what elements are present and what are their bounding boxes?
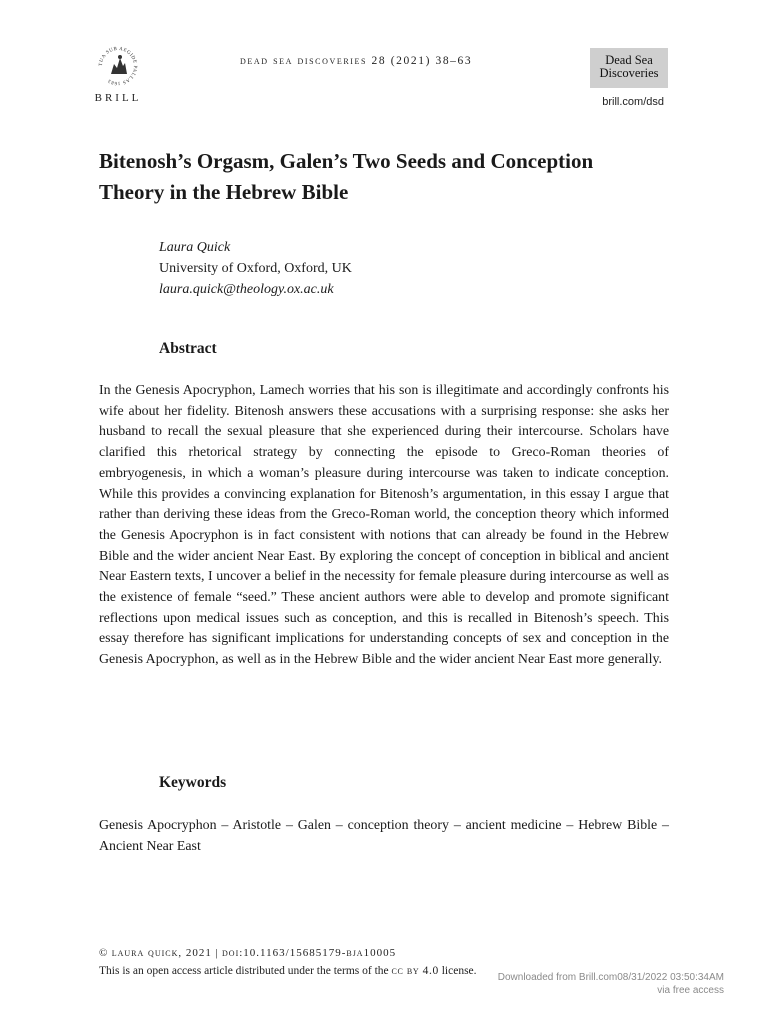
svg-text:TUA SUB AEGIDE PALLAS 1683: TUA SUB AEGIDE PALLAS 1683	[98, 46, 138, 86]
license-text-end: license.	[438, 965, 477, 977]
article-title: Bitenosh’s Orgasm, Galen’s Two Seeds and Conception Theory in the Hebrew Bible	[99, 149, 594, 204]
author-name: Laura Quick	[159, 240, 231, 255]
keywords-body: Genesis Apocryphon – Aristotle – Galen – conception theory – ancient medicine – Hebrew Bible – Ancient Near East	[99, 818, 669, 854]
author-affiliation: University of Oxford, Oxford, UK	[159, 261, 352, 276]
publisher-name: BRILL	[94, 92, 142, 104]
journal-badge	[590, 48, 668, 88]
author-block	[159, 237, 352, 300]
license-text: This is an open access article distributed under the terms of the	[99, 965, 392, 977]
journal-badge-line: Discoveries	[599, 66, 659, 80]
abstract-body: In the Genesis Apocryphon, Lamech worries that his son is illegitimate and accordingly confronts his wife about her fidelity. Bitenosh answers these accusations with a surprising response: she asks her husband to recall the sexual pleasure that she experienced during their intercourse. Scholars have clarified this rhetorical strategy by connecting the episode to Greco-Roman theories of embryogenesis, in which a woman’s pleasure during intercourse was taken to indicate conception. While this provides a convincing explanation for Bitenosh’s argumentation, in this essay I argue that rather than deriving these ideas from the Greco-Roman world, the conception theory which informed the Genesis Apocryphon is in fact consistent with notions that can already be found in the Hebrew Bible and the wider ancient Near East. By exploring the concept of conception in biblical and ancient Near Eastern texts, I uncover a belief in the necessity for female pleasure during intercourse as well as the existence of female “seed.” These ancient authors were able to develop and promote significant reflections upon medical issues such as conception, and this is recalled in Bitenosh’s speech. This essay therefore has significant implications for understanding concepts of sex and conception in the Genesis Apocryphon, as well as in the Hebrew Bible and the wider ancient Near East more generally.	[99, 383, 669, 668]
copyright-holder: laura quick, 2021	[111, 947, 212, 959]
doi-link[interactable]: doi:10.1163/15685179-bja10005	[222, 947, 397, 959]
copyright-line	[99, 947, 396, 959]
journal-badge-line: Dead Sea	[605, 53, 653, 67]
abstract-heading: Abstract	[159, 340, 217, 357]
footer-separator: |	[215, 947, 219, 959]
download-watermark	[498, 971, 724, 997]
cc-license-link[interactable]: cc by 4.0	[391, 965, 439, 977]
journal-url[interactable]: brill.com/dsd	[602, 96, 664, 108]
watermark-line: Downloaded from Brill.com08/31/2022 03:50:34AM	[497, 972, 724, 983]
copyright-symbol: ©	[99, 947, 109, 959]
brill-logo	[94, 44, 142, 104]
author-email[interactable]: laura.quick@theology.ox.ac.uk	[159, 282, 334, 297]
journal-citation: dead sea discoveries 28 (2021) 38–63	[240, 55, 473, 67]
watermark-line: via free access	[657, 985, 724, 996]
brill-emblem-icon	[96, 44, 140, 88]
license-line	[99, 965, 477, 977]
keywords-heading: Keywords	[159, 774, 227, 791]
